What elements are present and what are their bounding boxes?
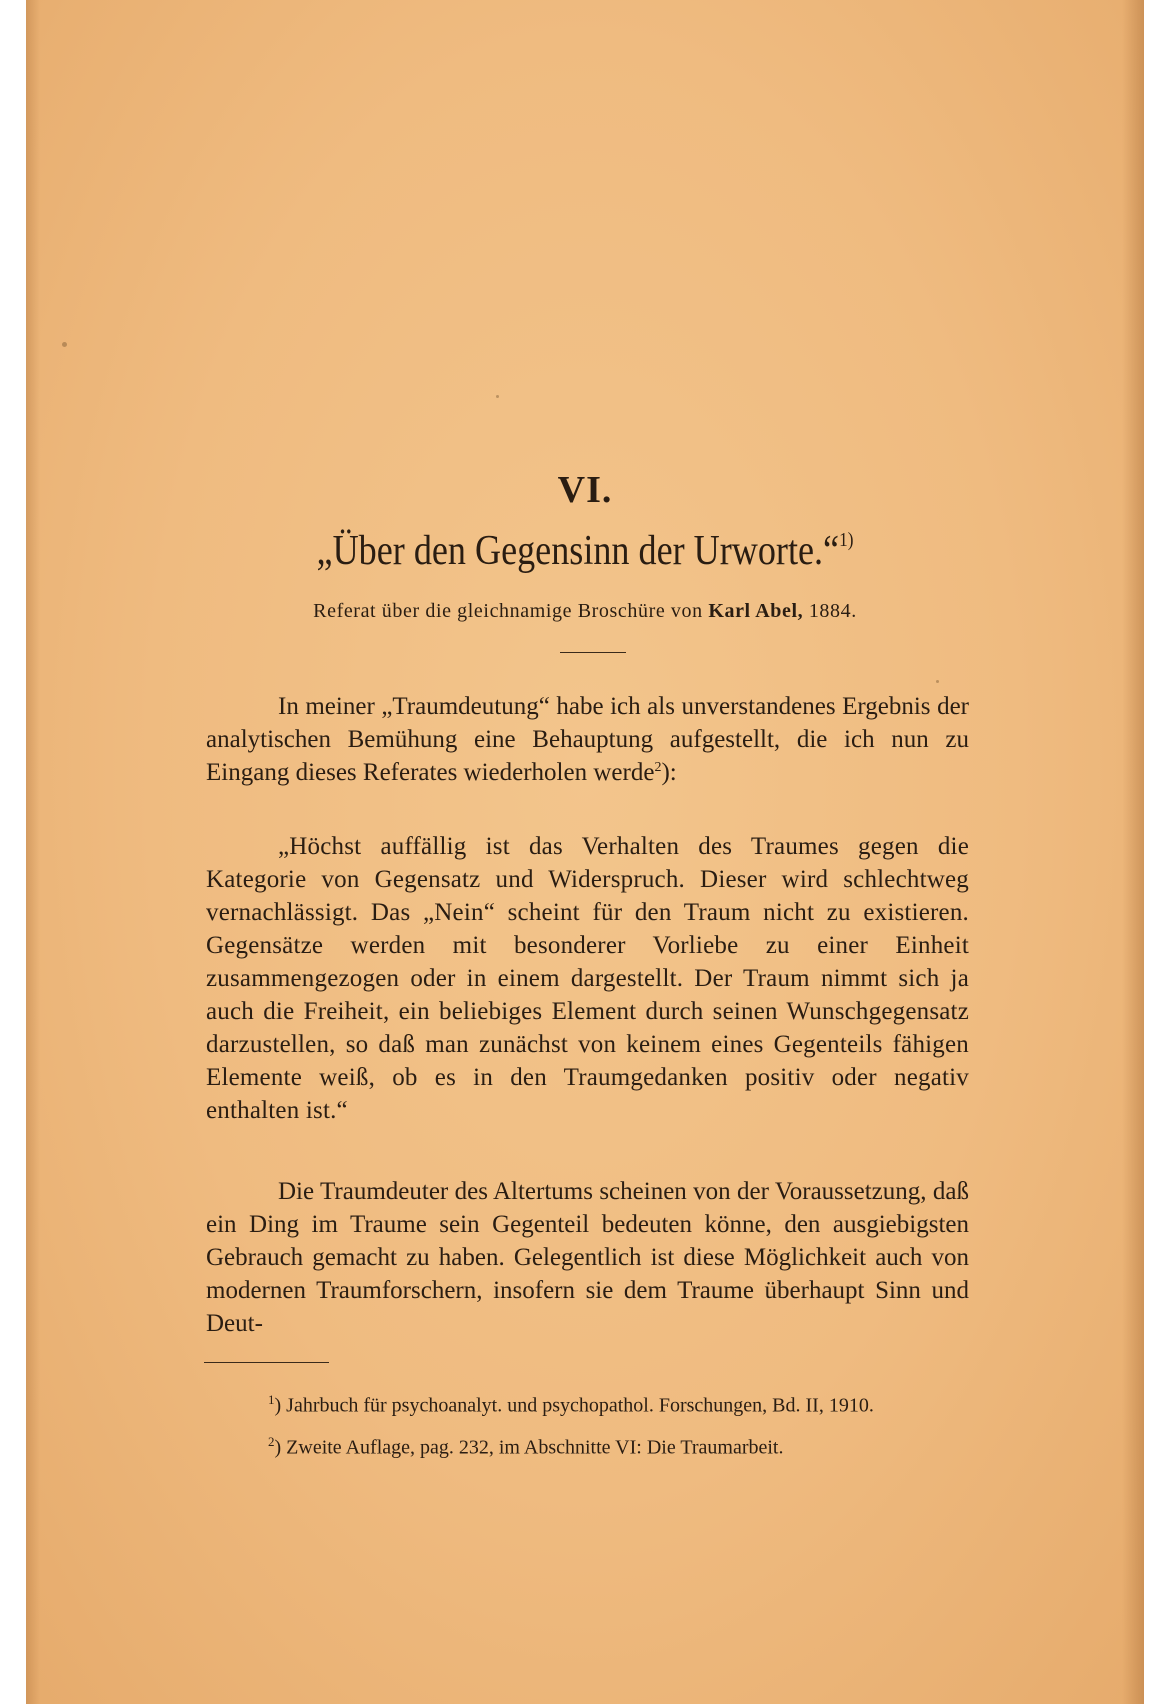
subtitle-author: Karl Abel, [708,600,804,622]
chapter-title [104,527,1065,575]
book-page [26,0,1144,1704]
paragraph-intro-text: In meiner „Traumdeutung“ habe ich als unverstandenes Ergebnis der analytischen Bemühung eine Behauptung aufgestellt, die ich nun zu Eingang dieses Referates wiederholen werde [206,693,969,786]
footnote-item [206,1427,969,1463]
title-divider [560,652,626,653]
footnote-text: ) Jahrbuch für psychoanalyt. und psychopathol. Forschungen, Bd. II, 1910. [274,1394,874,1417]
footnote-item [206,1385,969,1421]
paragraph-intro-end: ): [661,759,677,786]
subtitle-year: 1884. [808,600,857,622]
footnote-marker: 1 [268,1392,275,1407]
chapter-number: VI. [557,469,613,511]
paragraph-intro [206,690,969,789]
paper-speck [62,342,67,347]
chapter-title-footnote-ref: 1) [839,529,854,551]
paper-speck [936,680,939,683]
page-edge-shadow-right [1122,0,1144,1704]
footnotes [206,1385,969,1468]
footnote-marker: 2 [268,1433,275,1449]
paper-speck [496,395,499,398]
paragraph-quotation: „Höchst auffällig ist das Verhalten des Traumes gegen die Kategorie von Gegensatz und Widerspruch. Dieser wird schlechtweg vernachlässigt. Das „Nein“ scheint für den Traum nicht zu existieren. Gegensätze werden mit besonderer Vorliebe zu einer Einheit zusammengezogen oder in einem dargestellt. Der Traum nimmt sich ja auch die Freiheit, ein beliebiges Element durch seinen Wunschgegensatz darzustellen, so daß man zunächst von keinem eines Gegenteils fähigen Elemente weiß, ob es in den Traumgedanken positiv oder negativ enthalten ist.“ [206,833,969,1124]
footnote-text: ) Zweite Auflage, pag. 232, im Abschnitte VI: Die Traumarbeit. [274,1436,784,1459]
chapter-title-text: „Über den Gegensinn der Urworte.“ [316,528,840,574]
footnote-ref: 2 [654,760,662,775]
chapter-subtitle [26,600,1144,623]
footnote-divider [204,1362,329,1363]
subtitle-prefix: Referat über die gleichnamige Broschüre von [313,600,703,622]
paragraph-main: Die Traumdeuter des Altertums scheinen von der Voraussetzung, daß ein Ding im Traume sein Gegenteil bedeuten könne, den ausgiebigsten Gebrauch gemacht zu haben. Gelegentlich ist diese Möglichkeit auch von modernen Traumforschern, insofern sie dem Traume überhaupt Sinn und Deut- [206,1178,969,1337]
page-edge-shadow-left [26,0,40,1704]
